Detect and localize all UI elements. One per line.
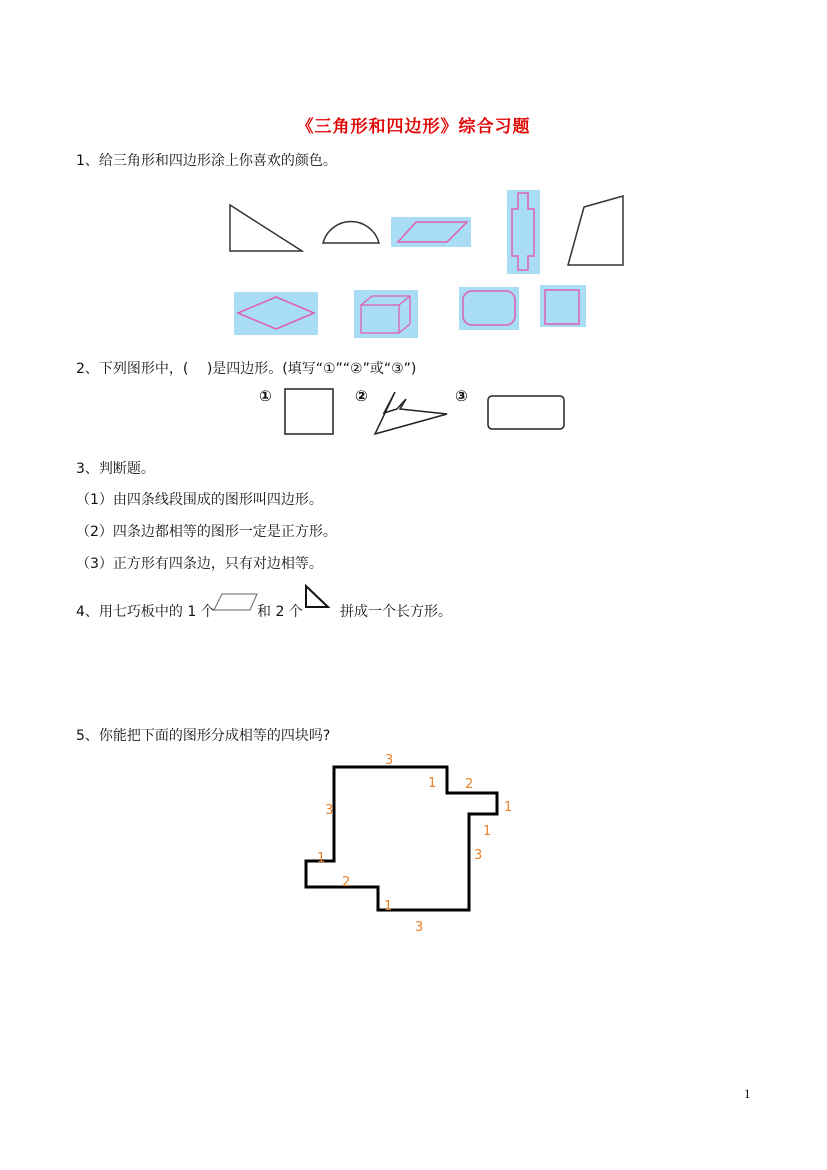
option-2-mark: ② (355, 387, 368, 405)
question-3-text: 3、判断题。 (76, 461, 155, 477)
question-5-text: 5、你能把下面的图形分成相等的四块吗? (76, 728, 331, 744)
question-4-part-2: 和 2 个 (257, 604, 303, 620)
edge-label-step-down: 1 (428, 776, 437, 791)
page-title: 《三角形和四边形》综合习题 (296, 117, 531, 137)
edge-label-top: 3 (385, 753, 394, 768)
edge-label-step-right: 2 (465, 777, 474, 792)
edge-label-bottom-step: 1 (384, 899, 393, 914)
edge-label-left-step: 1 (317, 851, 326, 866)
edge-label-notch-bottom: 1 (483, 824, 492, 839)
page-number: 1 (744, 1086, 751, 1101)
judgement-item-2: （2）四条边都相等的图形一定是正方形。 (76, 524, 337, 540)
option-3-mark: ③ (455, 387, 468, 405)
judgement-item-1: （1）由四条线段围成的图形叫四边形。 (76, 492, 323, 508)
question-1-text: 1、给三角形和四边形涂上你喜欢的颜色。 (76, 153, 337, 169)
edge-label-bottom: 3 (415, 920, 424, 935)
judgement-item-3: （3）正方形有四条边，只有对边相等。 (76, 556, 323, 572)
edge-label-bottom-left: 2 (342, 875, 351, 890)
edge-label-right: 3 (474, 848, 483, 863)
edge-label-notch-right: 1 (504, 800, 513, 815)
edge-label-left: 3 (325, 803, 334, 818)
question-4-part-3: 拼成一个长方形。 (340, 604, 452, 620)
question-2-text: 2、下列图形中，( )是四边形。(填写“①”“②”或“③”) (76, 361, 417, 377)
question-4-part-1: 4、用七巧板中的 1 个 (76, 604, 215, 620)
option-1-mark: ① (259, 387, 272, 405)
